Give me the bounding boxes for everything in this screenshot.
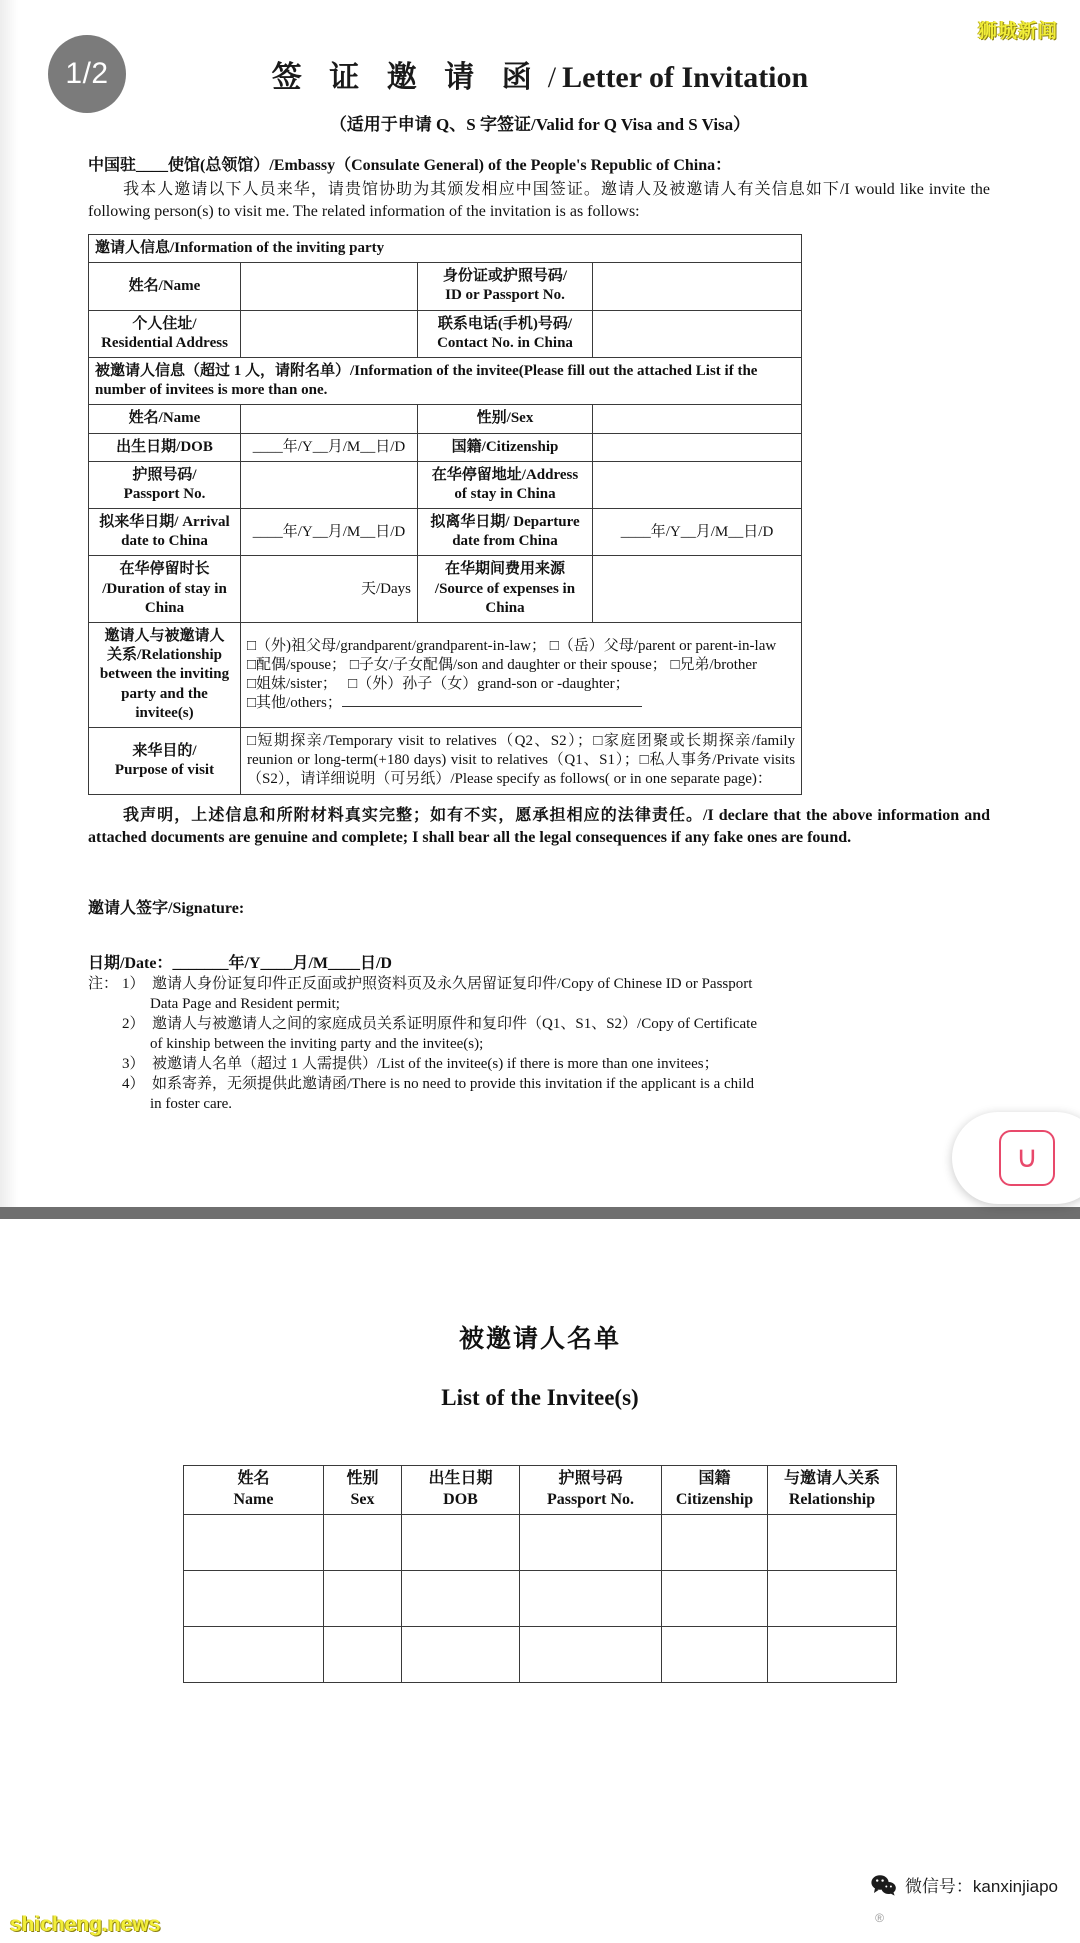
table-row-section-inviter (89, 235, 802, 263)
cell-dob[interactable] (402, 1570, 520, 1626)
cell-dob[interactable] (402, 1514, 520, 1570)
wechat-account-label: 微信号：kanxinjiapo (904, 1877, 1058, 1896)
label-relationship-l5: invitee(s) (135, 704, 194, 721)
field-source-of-expenses[interactable] (593, 556, 802, 623)
document-page-two (0, 1219, 1080, 1943)
intro-paragraph (88, 179, 990, 224)
field-invitee-sex[interactable] (593, 405, 802, 433)
label-source-of-expenses-l3: China (485, 599, 525, 616)
cell-relationship[interactable] (768, 1570, 897, 1626)
relationship-checkbox-group (241, 623, 802, 728)
label-departure-date-l2: date from China (452, 533, 558, 550)
label-relationship-l3: between the inviting (99, 666, 230, 683)
table-header-row (184, 1466, 897, 1515)
addressee-line: 中国驻____使馆(总领馆）/Embassy（Consulate General) of the People's Republic of China： (88, 157, 732, 174)
note-number-3: 3） (122, 1056, 145, 1073)
table-row (184, 1514, 897, 1570)
column-header-citizenship (662, 1466, 768, 1515)
column-header-name (184, 1466, 324, 1515)
label-departure-date (418, 509, 593, 556)
watermark-bottom-left: shicheng.news (10, 1913, 161, 1936)
cell-citizenship[interactable] (662, 1570, 768, 1626)
wechat-icon (871, 1874, 897, 1896)
checkbox-brother[interactable]: □兄弟/brother (670, 656, 758, 673)
note-item-3 (88, 1055, 990, 1075)
field-inviter-id[interactable] (593, 263, 802, 310)
note-text-1: 邀请人身份证复印件正反面或护照资料页及永久居留证复印件/Copy of Chinese ID or Passport (152, 976, 753, 993)
note-item-1 (88, 975, 990, 995)
label-inviter-address (89, 310, 241, 357)
column-header-passport-cn: 护照号码 (558, 1470, 623, 1487)
note-item-2 (88, 1015, 990, 1035)
label-invitee-citizenship: 国籍/Citizenship (418, 433, 593, 461)
field-inviter-address[interactable] (241, 310, 418, 357)
column-header-name-en: Name (233, 1490, 274, 1508)
table-row-invitee-dob (89, 433, 802, 461)
u-shape-icon: ∪ (1016, 1141, 1038, 1174)
cell-name[interactable] (184, 1514, 324, 1570)
field-invitee-dob[interactable]: ____年/Y__月/M__日/D (241, 433, 418, 461)
page-title-slash: / (547, 61, 557, 94)
label-invitee-passport (89, 461, 241, 508)
label-duration-of-stay-l2: /Duration of stay in (102, 580, 227, 597)
column-header-passport (520, 1466, 662, 1515)
floating-action-button[interactable] (952, 1112, 1080, 1204)
invitee-list-title-en: List of the Invitee(s) (441, 1385, 639, 1410)
column-header-name-cn: 姓名 (237, 1470, 270, 1487)
section-header-inviter: 邀请人信息/Information of the inviting party (89, 235, 802, 263)
cell-sex[interactable] (324, 1570, 402, 1626)
table-row (184, 1570, 897, 1626)
page-subtitle: （适用于申请 Q、S 字签证/Valid for Q Visa and S Visa） (329, 115, 751, 134)
label-invitee-passport-en: Passport No. (123, 485, 206, 502)
label-duration-of-stay-l1: 在华停留时长 (119, 561, 210, 578)
note-number-2: 2） (122, 1016, 145, 1033)
checkbox-grandparent[interactable]: □（外)祖父母/grandparent/grandparent-in-law； (247, 637, 546, 654)
label-source-of-expenses (418, 556, 593, 623)
label-duration-of-stay-l3: China (144, 599, 185, 616)
label-inviter-id-en: ID or Passport No. (445, 287, 565, 304)
label-relationship-l1: 邀请人与被邀请人 (104, 628, 225, 645)
document-body (0, 155, 1080, 1115)
note-cont-2: of kinship between the inviting party and the invitee(s); (150, 1036, 484, 1053)
label-inviter-contact-en: Contact No. in China (437, 334, 573, 351)
date-value[interactable]: _______年/Y____月/M____日/D (172, 955, 392, 973)
page-title (0, 0, 1080, 96)
others-input-line[interactable] (342, 706, 642, 707)
column-header-sex-en: Sex (350, 1490, 375, 1508)
column-header-dob (402, 1466, 520, 1515)
page-mark: ® (875, 1911, 884, 1925)
field-invitee-name[interactable] (241, 405, 418, 433)
table-row-invitee-passport (89, 461, 802, 508)
label-purpose-of-visit (89, 727, 241, 794)
label-relationship (89, 623, 241, 728)
label-purpose-of-visit-en: Purpose of visit (114, 761, 215, 778)
label-invitee-sex: 性别/Sex (418, 405, 593, 433)
column-header-dob-en: DOB (443, 1490, 478, 1508)
label-relationship-l4: party and the (121, 685, 208, 702)
label-relationship-l2: 关系/Relationship (106, 647, 223, 664)
note-cont-1: Data Page and Resident permit; (150, 996, 340, 1013)
field-arrival-date[interactable]: ____年/Y__月/M__日/D (241, 509, 418, 556)
declaration-paragraph (88, 805, 990, 850)
label-invitee-dob: 出生日期/DOB (89, 433, 241, 461)
column-header-relationship-en: Relationship (788, 1490, 876, 1508)
label-inviter-name: 姓名/Name (89, 263, 241, 310)
signature-line[interactable]: 邀请人签字/Signature: (88, 900, 245, 918)
label-inviter-address-en: Residential Address (101, 334, 228, 351)
field-duration-days[interactable]: 天/Days (241, 556, 418, 623)
field-address-of-stay[interactable] (593, 461, 802, 508)
column-header-dob-cn: 出生日期 (428, 1470, 493, 1487)
column-header-relationship-cn: 与邀请人关系 (783, 1470, 880, 1487)
cell-sex[interactable] (324, 1626, 402, 1682)
column-header-citizenship-cn: 国籍 (698, 1470, 731, 1487)
cell-name[interactable] (184, 1626, 324, 1682)
invitation-form-table (88, 234, 802, 795)
label-arrival-date (89, 509, 241, 556)
label-address-of-stay-l2: of stay in China (454, 485, 556, 502)
column-header-sex (324, 1466, 402, 1515)
wechat-account-banner[interactable] (871, 1872, 1058, 1897)
label-duration-of-stay (89, 556, 241, 623)
cell-citizenship[interactable] (662, 1514, 768, 1570)
declaration-text: 我声明，上述信息和所附材料真实完整；如有不实，愿承担相应的法律责任。/I declare that the above information and attached documents are genuine and complete; I shall bear all the legal consequences if any fake ones are found. (88, 806, 990, 846)
table-row-relationship (89, 623, 802, 728)
checkbox-others[interactable]: □其他/others； (247, 695, 342, 712)
field-invitee-passport[interactable] (241, 461, 418, 508)
note-item-4 (88, 1075, 990, 1095)
table-row-inviter-address (89, 310, 802, 357)
cell-name[interactable] (184, 1570, 324, 1626)
column-header-citizenship-en: Citizenship (675, 1490, 754, 1508)
invitee-list-title-cn: 被邀请人名单 (458, 1326, 621, 1353)
section-header-invitee: 被邀请人信息（超过 1 人，请附名单）/Information of the invitee(Please fill out the attached List if the number of invitees is more than one. (89, 357, 802, 404)
cell-relationship[interactable] (768, 1626, 897, 1682)
notes-block (88, 975, 990, 1115)
cell-relationship[interactable] (768, 1514, 897, 1570)
table-row-duration-expenses (89, 556, 802, 623)
label-inviter-address-cn: 个人住址/ (132, 315, 197, 332)
label-source-of-expenses-l1: 在华期间费用来源 (444, 561, 565, 578)
table-row (184, 1626, 897, 1682)
page-title-en: Letter of Invitation (562, 61, 809, 94)
cell-dob[interactable] (402, 1626, 520, 1682)
table-row-arrival-departure (89, 509, 802, 556)
table-row-purpose (89, 727, 802, 794)
field-inviter-contact[interactable] (593, 310, 802, 357)
checkbox-parent[interactable]: □（岳）父母/parent or parent-in-law (549, 637, 777, 654)
column-header-sex-cn: 性别 (346, 1470, 379, 1487)
column-header-passport-en: Passport No. (546, 1490, 635, 1508)
cell-citizenship[interactable] (662, 1626, 768, 1682)
label-address-of-stay (418, 461, 593, 508)
note-number-1: 1） (122, 976, 145, 993)
page-title-cn: 签 证 邀 请 函 (271, 61, 542, 94)
cell-sex[interactable] (324, 1514, 402, 1570)
intro-text: 我本人邀请以下人员来华，请贵馆协助为其颁发相应中国签证。邀请人及被邀请人有关信息如下/I would like invite the following person(s) to visit me. The related information of the invitation is as follows: (88, 180, 990, 221)
cell-passport[interactable] (520, 1514, 662, 1570)
label-purpose-of-visit-cn: 来华目的/ (132, 742, 197, 759)
note-text-3: 被邀请人名单（超过 1 人需提供）/List of the invitee(s) if there is more than one invitees； (152, 1056, 719, 1073)
invitee-list-table (183, 1465, 897, 1683)
field-departure-date[interactable]: ____年/Y__月/M__日/D (593, 509, 802, 556)
watermark-top-right: 狮城新闻 (977, 21, 1058, 42)
table-row-section-invitee (89, 357, 802, 404)
fab-icon-frame (999, 1130, 1055, 1186)
checkbox-grandchild[interactable]: □（外）孙子（女）grand-son or -daughter； (348, 676, 630, 692)
label-invitee-passport-cn: 护照号码/ (132, 466, 197, 483)
field-invitee-citizenship[interactable] (593, 433, 802, 461)
label-inviter-contact (418, 310, 593, 357)
table-row-inviter-name (89, 263, 802, 310)
label-arrival-date-l1: 拟来华日期/ Arrival (99, 514, 230, 531)
cell-passport[interactable] (520, 1626, 662, 1682)
label-invitee-name: 姓名/Name (89, 405, 241, 433)
cell-passport[interactable] (520, 1570, 662, 1626)
note-number-4: 4） (122, 1076, 145, 1092)
label-arrival-date-l2: date to China (121, 533, 208, 550)
column-header-relationship (768, 1466, 897, 1515)
table-row-invitee-name (89, 405, 802, 433)
date-label: 日期/Date： (88, 955, 173, 973)
label-departure-date-l1: 拟离华日期/ Departure (430, 514, 580, 531)
checkbox-son-daughter[interactable]: □子女/子女配偶/son and daughter or their spouse； (349, 656, 667, 673)
note-cont-4: in foster care. (150, 1095, 233, 1112)
date-line (88, 950, 990, 973)
page-indicator-badge: 1/2 (48, 35, 126, 113)
label-inviter-contact-cn: 联系电话(手机)号码/ (437, 315, 573, 332)
label-address-of-stay-l1: 在华停留地址/Address (431, 466, 579, 483)
notes-prefix: 注： (88, 976, 119, 993)
purpose-checkbox-group[interactable]: □短期探亲/Temporary visit to relatives（Q2、S2）；□家庭团聚或长期探亲/family reunion or long-term(+180 days) visit to relatives（Q1、S1）；□私人事务/Private visits（S2），请详细说明（可另纸）/Please specify as follows( or in one separate page)： (241, 727, 802, 794)
label-inviter-id (418, 263, 593, 310)
checkbox-spouse[interactable]: □配偶/spouse； (247, 656, 347, 673)
note-text-2: 邀请人与被邀请人之间的家庭成员关系证明原件和复印件（Q1、S1、S2）/Copy of Certificate (152, 1016, 757, 1033)
label-source-of-expenses-l2: /Source of expenses in (434, 580, 576, 597)
note-text-4: 如系寄养，无须提供此邀请函/There is no need to provide this invitation if the applicant is a child (152, 1076, 755, 1092)
field-inviter-name[interactable] (241, 263, 418, 310)
checkbox-sister[interactable]: □姐妹/sister； (247, 676, 337, 692)
label-inviter-id-cn: 身份证或护照号码/ (442, 268, 568, 285)
page-separator (0, 1207, 1080, 1219)
